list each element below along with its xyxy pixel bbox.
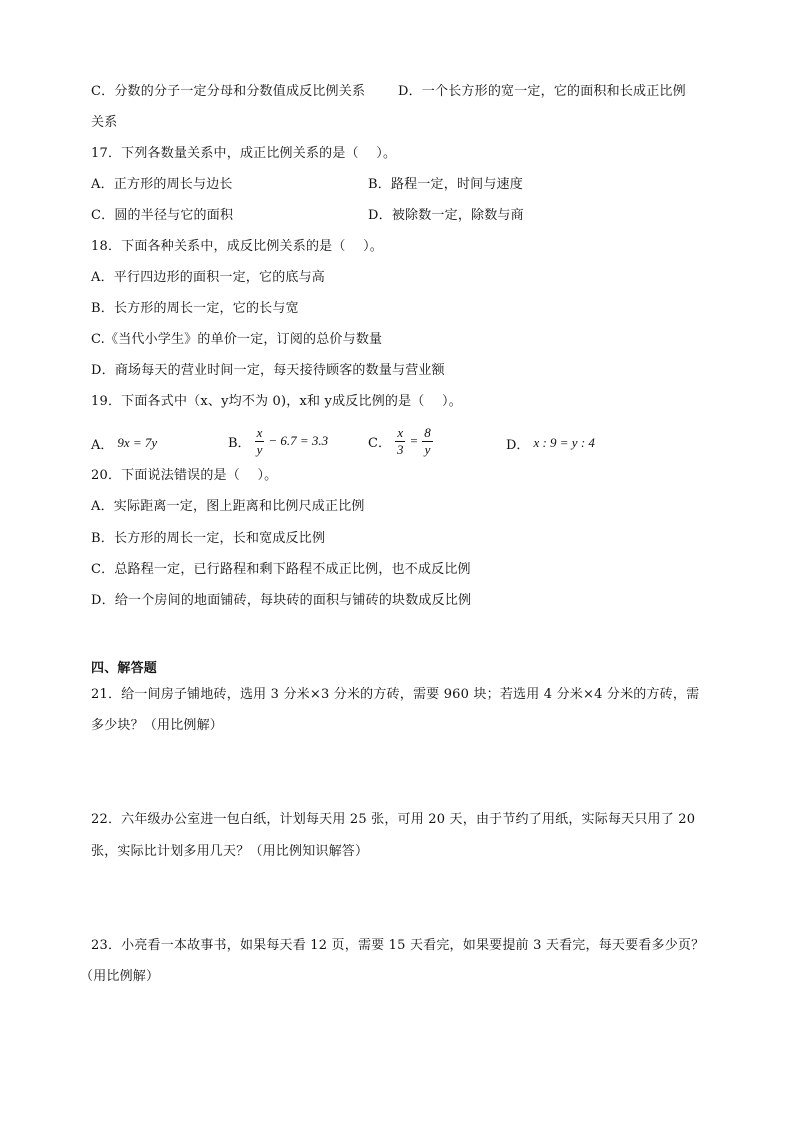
question-17: 17．下列各数量关系中，成正比例关系的是（ ）。 (91, 146, 397, 161)
q19-option-c-denominator-left: 3 (396, 441, 404, 457)
q17-option-c: C．圆的半径与它的面积 (91, 208, 234, 223)
question-21-line2: 多少块？（用比例解） (91, 718, 224, 733)
q19-option-c-denominator-right: y (424, 441, 431, 457)
section-heading: 四、解答题 (91, 661, 158, 676)
q19-option-d (506, 426, 595, 460)
q18-option-b: B．长方形的周长一定，它的长与宽 (91, 301, 299, 316)
q19-option-b-rest: − 6.7 = 3.3 (268, 433, 329, 448)
question-22-line2: 张，实际比计划多用几天？（用比例知识解答） (91, 844, 369, 859)
q20-option-b: B．长方形的周长一定，长和宽成反比例 (91, 531, 326, 546)
q20-option-d: D．给一个房间的地面铺砖，每块砖的面积与铺砖的块数成反比例 (91, 593, 472, 608)
q19-option-a (91, 426, 157, 460)
q19-option-d-expr: x : 9 = y : 4 (533, 435, 595, 450)
q19-option-b-fraction (255, 425, 265, 458)
q19-option-b-label: B． (228, 435, 251, 451)
q18-option-a: A．平行四边形的面积一定，它的底与高 (91, 270, 325, 285)
question-19: 19．下面各式中（x、y均不为 0)，x和 y成反比例的是（ ）。 (91, 394, 462, 409)
q19-option-c-fraction-left (395, 425, 406, 458)
question-23-line2: （用比例解） (80, 969, 160, 984)
q19-option-a-label: A． (91, 437, 114, 453)
q19-option-c-fraction-right (422, 425, 433, 458)
q17-option-a: A．正方形的周长与边长 (91, 177, 233, 192)
q20-option-a: A．实际距离一定，图上距离和比例尺成正比例 (91, 499, 365, 514)
q18-option-c: C.《当代小学生》的单价一定，订阅的总价与数量 (91, 332, 383, 347)
q18-option-d: D．商场每天的营业时间一定，每天接待顾客的数量与营业额 (91, 363, 445, 378)
q16-option-c: C．分数的分子一定分母和分数值成反比例关系 (91, 84, 366, 99)
q19-option-d-label: D． (506, 437, 530, 453)
q19-option-c-label: C． (368, 435, 391, 451)
question-22-line1: 22．六年级办公室进一包白纸，计划每天用 25 张，可用 20 天，由于节约了用纸，实际每天只用了 20 (91, 812, 696, 827)
q19-option-c-numerator-left: x (395, 425, 406, 442)
q19-option-c (368, 422, 433, 460)
q19-option-b-denominator: y (256, 441, 263, 457)
question-20: 20．下面说法错误的是（ ）。 (91, 468, 278, 483)
q19-option-c-numerator-right: 8 (424, 424, 431, 440)
q20-option-c: C．总路程一定，已行路程和剩下路程不成正比例，也不成反比例 (91, 562, 471, 577)
q16-option-d-continued: 关系 (91, 115, 118, 130)
q19-option-b-numerator: x (256, 424, 263, 440)
q17-option-d: D．被除数一定，除数与商 (368, 208, 524, 223)
q19-option-b (228, 422, 328, 460)
q19-option-a-expr: 9x = 7y (117, 435, 158, 450)
question-23-line1: 23．小亮看一本故事书，如果每天看 12 页，需要 15 天看完，如果要提前 3 天看完，每天要看多少页？ (91, 938, 705, 953)
q17-option-b: B．路程一定，时间与速度 (368, 177, 523, 192)
question-18: 18．下面各种关系中，成反比例关系的是（ ）。 (91, 239, 383, 254)
question-21-line1: 21．给一间房子铺地砖，选用 3 分米×3 分米的方砖，需要 960 块；若选用 4 分米×4 分米的方砖，需 (91, 687, 700, 702)
q16-option-d: D．一个长方形的宽一定，它的面积和长成正比例 (398, 84, 686, 99)
q19-option-c-equals: = (409, 433, 419, 448)
